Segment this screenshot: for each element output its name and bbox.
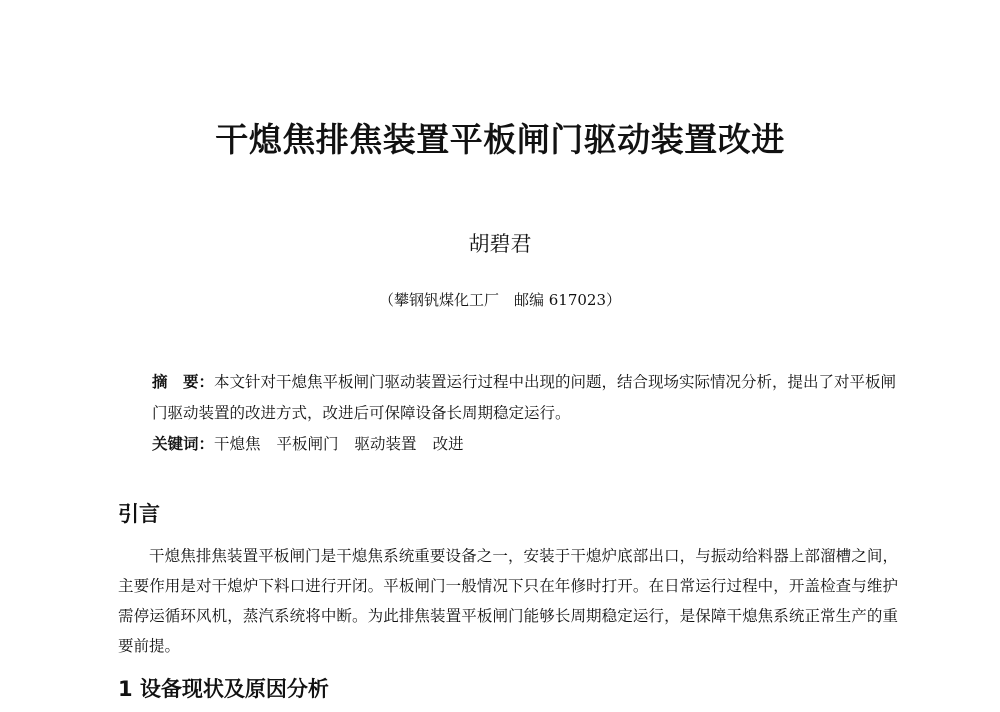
- introduction-paragraph: 干熄焦排焦装置平板闸门是干熄焦系统重要设备之一，安装于干熄炉底部出口，与振动给料器上部溜槽之间，主要作用是对干熄炉下料口进行开闭。平板闸门一般情况下只在年修时打开。在日常运行过程中，开盖检查与维护需停运循环风机，蒸汽系统将中断。为此排焦装置平板闸门能够长周期稳定运行，是保障干熄焦系统正常生产的重要前提。: [118, 547, 898, 655]
- abstract-paragraph: [152, 367, 897, 429]
- author-affiliation: （攀钢钒煤化工厂 邮编 617023）: [378, 291, 622, 309]
- keyword-item: 改进: [432, 435, 464, 453]
- section-heading-introduction: 引言: [118, 502, 160, 526]
- paper-title: 干熄焦排焦装置平板闸门驱动装置改进: [215, 120, 785, 159]
- abstract-label: 摘 要：: [152, 373, 215, 391]
- keyword-item: 干熄焦: [214, 435, 261, 453]
- keyword-item: 平板闸门: [276, 435, 339, 453]
- author-name: 胡碧君: [468, 232, 532, 256]
- abstract-block: [152, 367, 897, 460]
- section-heading-1: 1 设备现状及原因分析: [118, 677, 329, 701]
- keywords-label: 关键词：: [152, 435, 215, 453]
- abstract-text: 本文针对干熄焦平板闸门驱动装置运行过程中出现的问题，结合现场实际情况分析，提出了对平板闸门驱动装置的改进方式，改进后可保障设备长周期稳定运行。: [152, 373, 897, 422]
- keyword-item: 驱动装置: [354, 435, 417, 453]
- keywords-line: [152, 429, 897, 460]
